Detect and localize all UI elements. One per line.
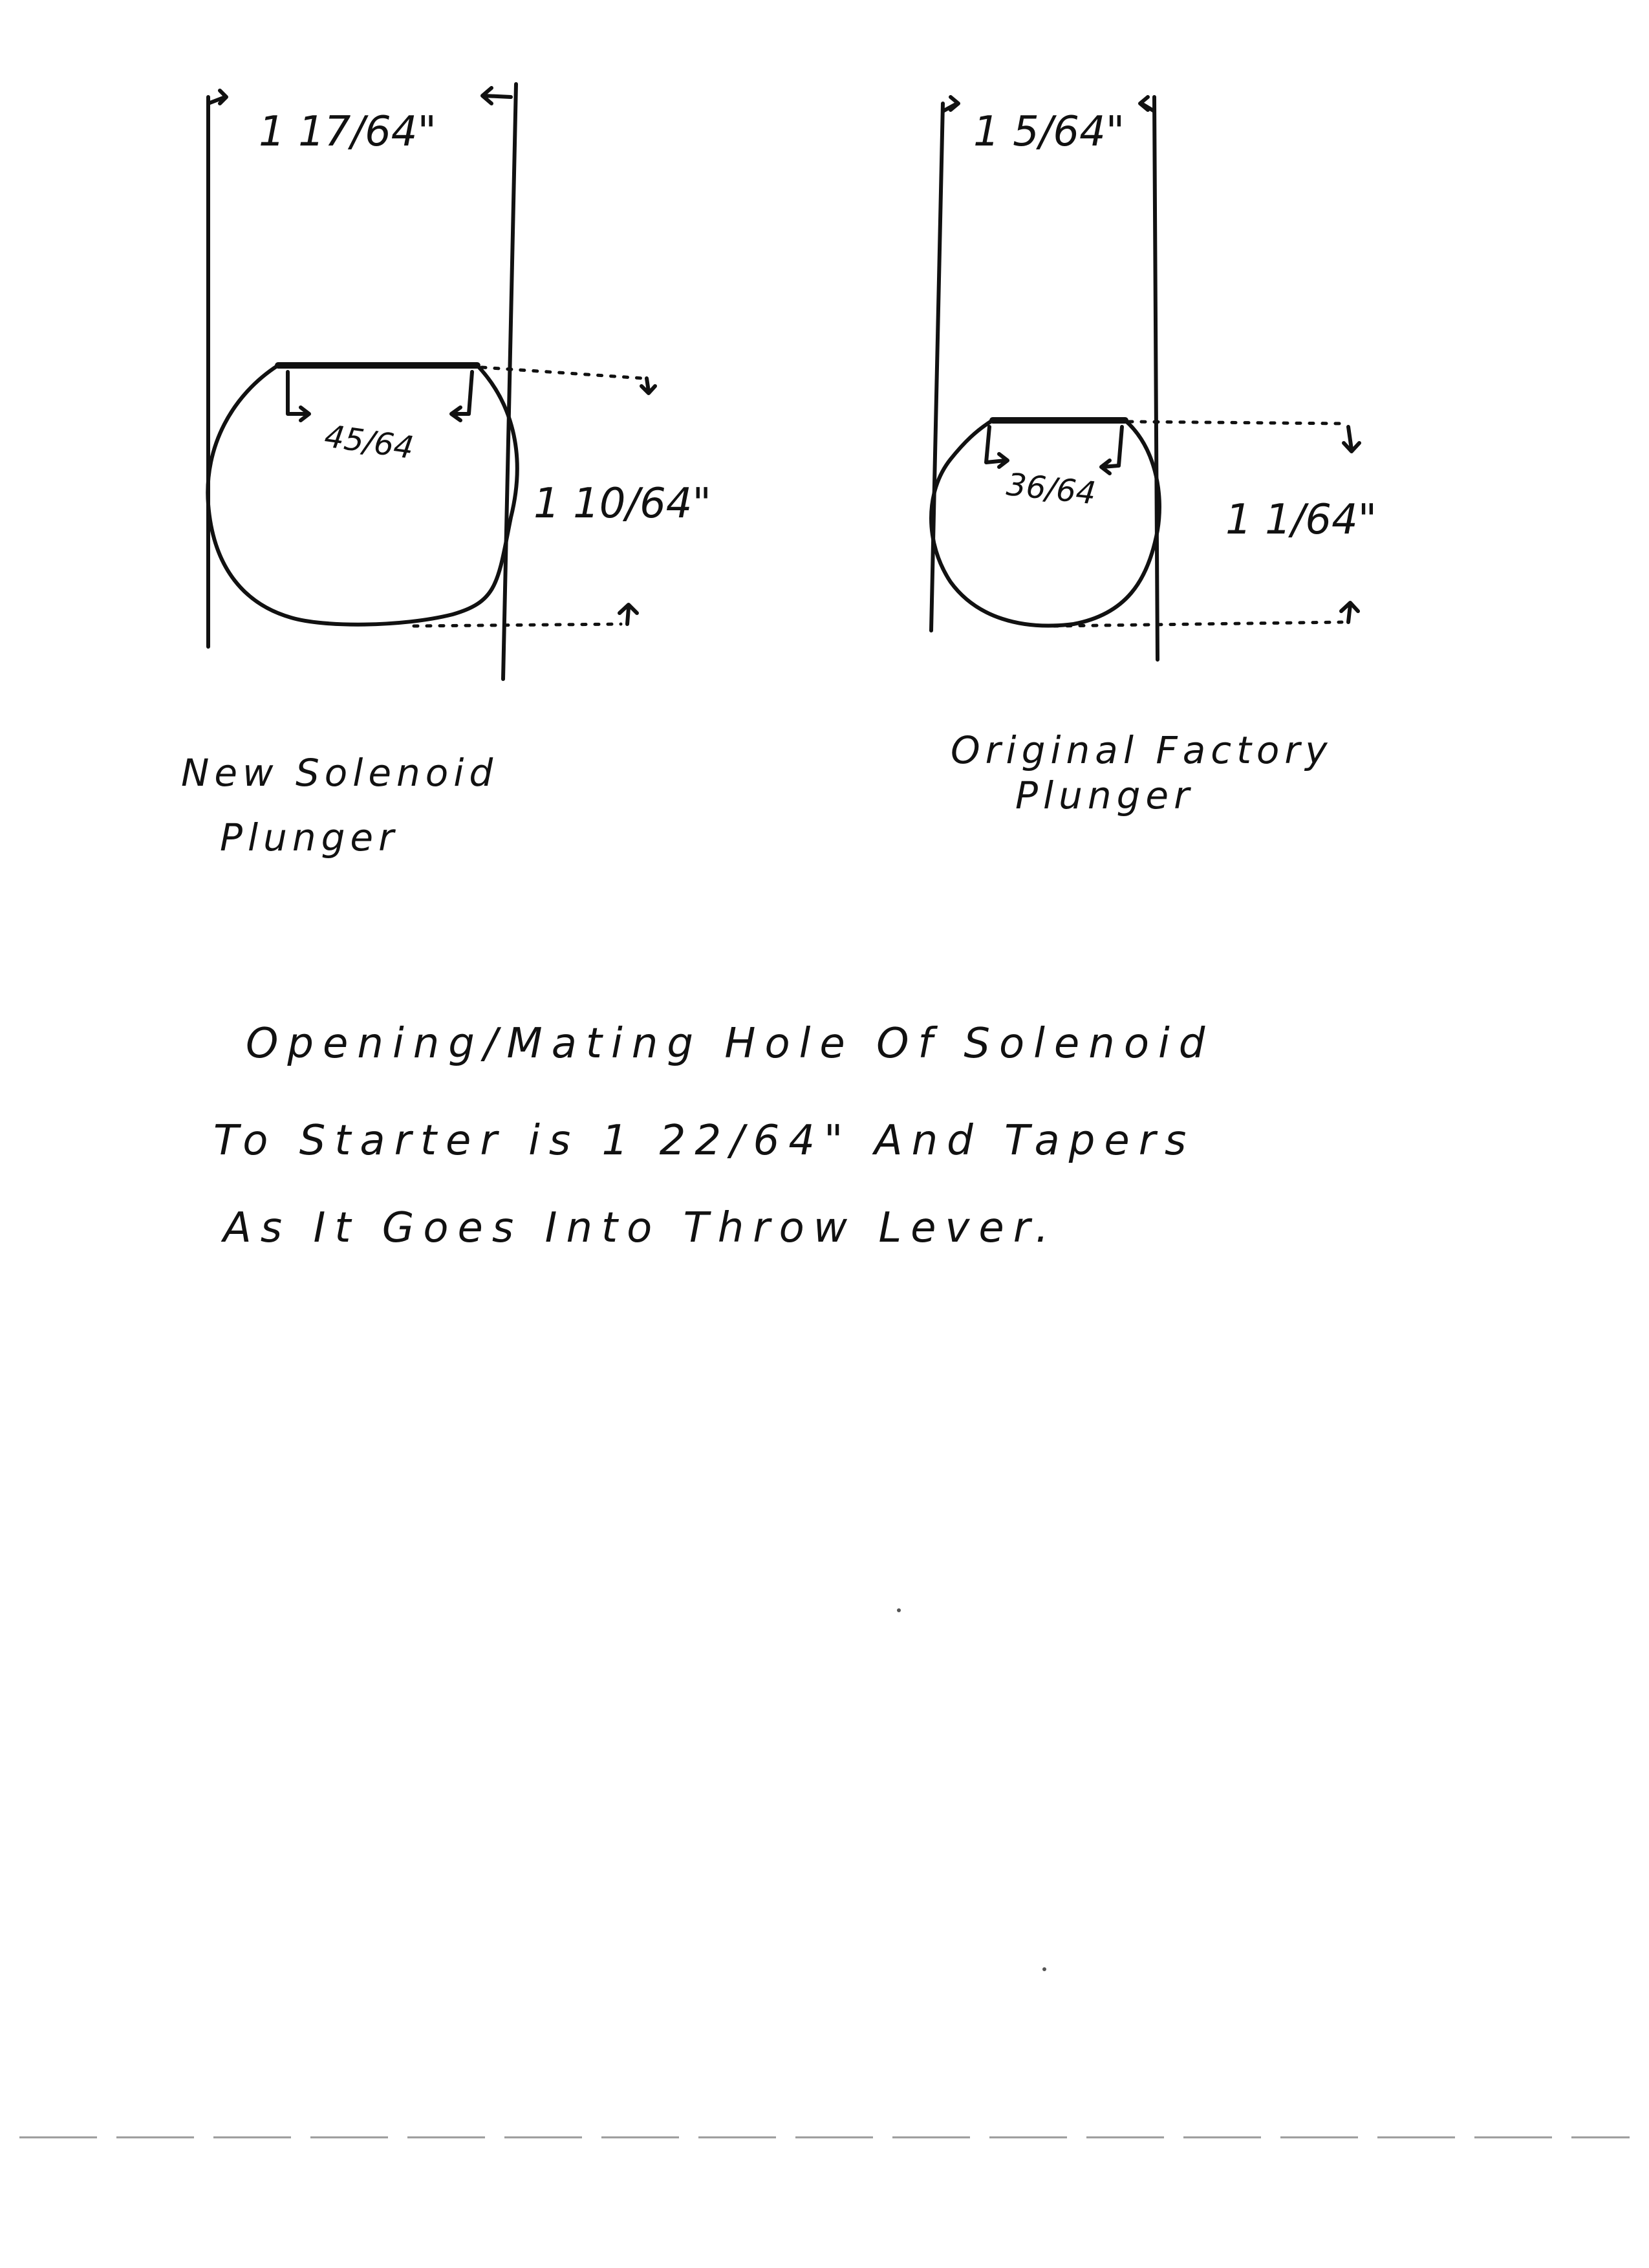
right-height-top-dotline [1128,422,1345,424]
left-chord-arrow-left [288,372,309,420]
left-width-arrow-left [208,91,226,103]
right-chord-label: 36/64 [1004,466,1098,512]
note-block [213,1020,1214,1252]
left-height-arrow-bottom [620,605,637,624]
left-height-arrow-top [641,378,655,393]
left-caption-line1: New Solenoid [181,751,499,795]
right-height-arrow-top [1344,427,1359,451]
right-chord-arrow-right [1101,427,1122,473]
scan-speck [1042,1967,1046,1971]
left-figure-right-edge [503,84,516,679]
left-chord-arrow-right [451,372,472,420]
note-line3: As It Goes Into Throw Lever. [223,1204,1058,1252]
left-width-arrow-right [482,88,511,103]
left-caption-line2: Plunger [220,815,399,859]
right-height-label: 1 1/64" [1225,496,1377,544]
right-caption-line1: Original Factory [951,728,1333,772]
left-height-label: 1 10/64" [534,480,711,528]
note-line2: To Starter is 1 22/64" And Tapers [213,1117,1196,1165]
left-chord-label: 45/64 [322,418,416,467]
right-figure-right-edge [1154,97,1158,660]
left-height-top-dotline [482,367,643,378]
right-height-arrow-bottom [1341,603,1358,622]
right-height-bottom-dotline [1054,622,1342,626]
left-width-label: 1 17/64" [259,108,436,156]
right-width-arrow-left [943,97,958,111]
scan-speck [897,1608,901,1612]
left-height-bottom-dotline [414,624,621,626]
right-width-label: 1 5/64" [973,108,1125,156]
right-chord-arrow-left [986,427,1008,467]
right-plunger-outline [931,420,1159,625]
right-width-arrow-right [1140,97,1154,111]
right-figure [931,97,1377,817]
note-line1: Opening/Mating Hole Of Solenoid [246,1020,1214,1068]
left-figure [181,84,711,859]
right-caption-line2: Plunger [1015,773,1194,817]
